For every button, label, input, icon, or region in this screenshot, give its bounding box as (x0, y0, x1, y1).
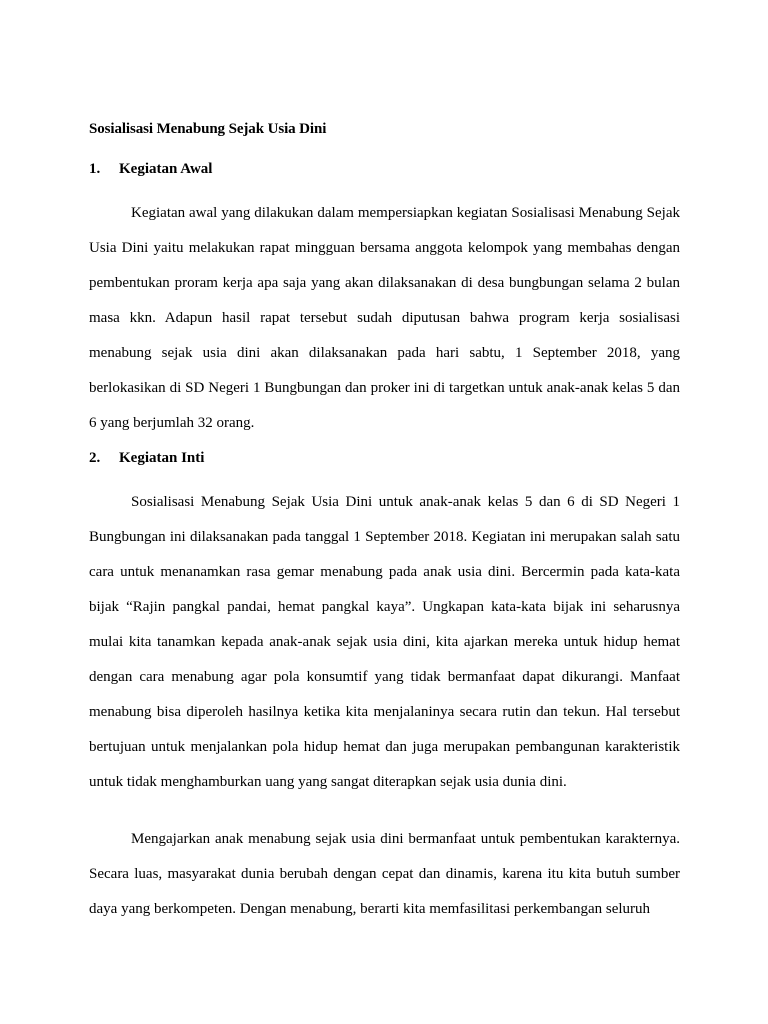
section-heading-2 (89, 447, 680, 469)
section-number-2: 2. (89, 450, 101, 466)
section-1-paragraph-1: Kegiatan awal yang dilakukan dalam mempersiapkan kegiatan Sosialisasi Menabung Sejak Usia Dini yaitu melakukan rapat mingguan bersama anggota kelompok yang membahas dengan pembentukan proram kerja apa saja yang akan dilaksanakan di desa bungbungan selama 2 bulan masa kkn. Adapun hasil rapat tersebut sudah diputusan bahwa program kerja sosialisasi menabung sejak usia dini akan dilaksanakan pada hari sabtu, 1 September 2018, yang berlokasikan di SD Negeri 1 Bungbungan dan proker ini di targetkan untuk anak-anak kelas 5 dan 6 yang berjumlah 32 orang. (89, 205, 680, 431)
section-2-paragraph-2: Mengajarkan anak menabung sejak usia dini bermanfaat untuk pembentukan karakternya. Secara luas, masyarakat dunia berubah dengan cepat dan dinamis, karena itu kita butuh sumber daya yang berkompeten. Dengan menabung, berarti kita memfasilitasi perkembangan seluruh (89, 831, 680, 917)
section-title-2: Kegiatan Inti (119, 450, 205, 466)
document-title: Sosialisasi Menabung Sejak Usia Dini (89, 121, 327, 137)
section-number-1: 1. (89, 161, 101, 177)
section-title-1: Kegiatan Awal (119, 161, 213, 177)
document-body (89, 118, 680, 927)
section-heading-1 (89, 158, 680, 180)
section-2-paragraph-1: Sosialisasi Menabung Sejak Usia Dini untuk anak-anak kelas 5 dan 6 di SD Negeri 1 Bungbungan ini dilaksanakan pada tanggal 1 September 2018. Kegiatan ini merupakan salah satu cara untuk menanamkan rasa gemar menabung pada anak usia dini. Bercermin pada kata-kata bijak “Rajin pangkal pandai, hemat pangkal kaya”. Ungkapan kata-kata bijak ini seharusnya mulai kita tanamkan kepada anak-anak sejak usia dini, kita ajarkan mereka untuk hidup hemat dengan cara menabung agar pola konsumtif yang tidak bermanfaat dapat dikurangi. Manfaat menabung bisa diperoleh hasilnya ketika kita menjalaninya secara rutin dan tekun. Hal tersebut bertujuan untuk menjalankan pola hidup hemat dan juga merupakan pembangunan karakteristik untuk tidak menghamburkan uang yang sangat diterapkan sejak usia dunia dini. (89, 494, 680, 790)
